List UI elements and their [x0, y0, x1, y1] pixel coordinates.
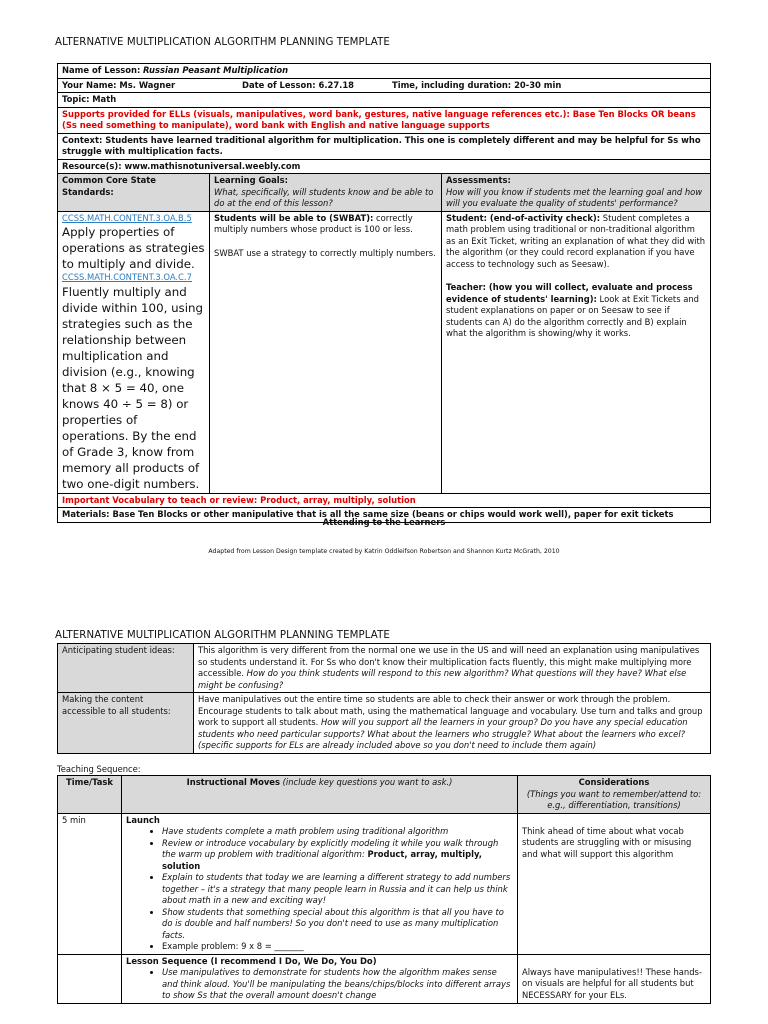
lesson-considerations: Always have manipulatives!! These hands-on visuals are helpful for all students but NECESSARY for your ELs.	[518, 954, 711, 1003]
standard-link-1[interactable]: CCSS.MATH.CONTENT.3.OA.B.5	[62, 212, 192, 223]
accessible-label: Making the content accessible to all students:	[58, 693, 194, 754]
standards-cell: CCSS.MATH.CONTENT.3.OA.B.5 Apply properties of operations as strategies to multiply and divide. CCSS.MATH.CONTENT.3.OA.C.7 Fluently multiply and divide within 100, using strategies such as the relationship between multiplication and division (e.g., knowing that 8 × 5 = 40, one knows 40 ÷ 5 = 8) or properties of operations. By the end of Grade 3, know from memory all products of two one-digit numbers.	[58, 211, 210, 493]
name-date-row: Your Name: Ms. Wagner Date of Lesson: 6.27.18 Time, including duration: 20-30 min	[58, 78, 711, 93]
adapted-note: Adapted from Lesson Design template created by Katrin Oddleifson Robertson and Shannon Kurtz McGrath, 2010	[208, 548, 560, 555]
attending-heading: Attending to the Learners	[322, 517, 446, 527]
standards-header: Common Core State Standards:	[58, 174, 210, 212]
document-title-2: ALTERNATIVE MULTIPLICATION ALGORITHM PLANNING TEMPLATE	[55, 630, 390, 641]
launch-considerations: Think ahead of time about what vocab students are struggling with or misusing and what will support this algorithm	[518, 813, 711, 954]
lesson-time	[58, 954, 122, 1003]
goals-header: Learning Goals: What, specifically, will students know and be able to do at the end of this lesson?	[210, 174, 442, 212]
context-cell: Context: Students have learned traditional algorithm for multiplication. This one is completely different and may be helpful for Ss who struggle with multiplication facts.	[58, 133, 711, 159]
time-task-header: Time/Task	[58, 776, 122, 814]
attending-table	[57, 643, 711, 754]
lesson-info-table	[57, 63, 711, 523]
lesson-name-cell: Name of Lesson: Russian Peasant Multiplication	[58, 64, 711, 79]
instructional-moves-header: Instructional Moves (include key questions you want to ask.)	[122, 776, 518, 814]
topic-cell: Topic: Math	[58, 93, 711, 108]
accessible-text: Have manipulatives out the entire time so students are able to check their answer or work through the problem. Encourage students to talk about math, using the mathematical language and vocabulary. Use turn and talks and group work to support all students. How will you support all the learners in your group? Do you have any special education students who need particular supports? What about the learners who struggle? What about the learners who excel? (specific supports for ELs are already included above so you don't need to include them again)	[194, 693, 711, 754]
materials-cell: Materials: Base Ten Blocks or other manipulative that is all the same size (beans or chips would work well), paper for exit tickets	[58, 508, 711, 523]
assessments-cell: Student: (end-of-activity check): Student completes a math problem using traditional or non-traditional algorithm as an Exit Ticket, writing an explanation of what they did with the algorithm (or they could record explanation if you have access to technology such as Seesaw). Teacher: (how you will collect, evaluate and process evidence of students' learning): Look at Exit Tickets and student explanations on paper or on Seesaw to see if students can A) do the algorithm correctly and B) explain what the algorithm is showing/why it works.	[442, 211, 711, 493]
resource-cell: Resource(s): www.mathisnotuniversal.weebly.com	[58, 159, 711, 174]
lesson-moves: Lesson Sequence (I recommend I Do, We Do, You Do) • Use manipulatives to demonstrate for students how the algorithm makes sense and think aloud. You'll be manipulating the beans/chips/blocks into different arrays to show Ss that the overall amount doesn't change	[122, 954, 518, 1003]
document-title: ALTERNATIVE MULTIPLICATION ALGORITHM PLANNING TEMPLATE	[55, 37, 390, 48]
considerations-header: Considerations (Things you want to remember/attend to: e.g., differentiation, transitions)	[518, 776, 711, 814]
anticipating-label: Anticipating student ideas:	[58, 644, 194, 693]
assessments-header: Assessments: How will you know if students met the learning goal and how will you evaluate the quality of students' performance?	[442, 174, 711, 212]
vocabulary-cell: Important Vocabulary to teach or review: Product, array, multiply, solution	[58, 493, 711, 508]
teaching-sequence-label: Teaching Sequence:	[57, 764, 141, 774]
supports-cell: Supports provided for ELLs (visuals, manipulatives, word bank, gestures, native language references etc.): Base Ten Blocks OR beans (Ss need something to manipulate), word bank with English and native language supports	[58, 107, 711, 133]
anticipating-text: This algorithm is very different from the normal one we use in the US and will need an explanation using manipulatives so students understand it. For Ss who don't know their multiplication facts fluently, this might make multiplying more accessible. How do you think students will respond to this new algorithm? What questions will they have? What else might be confusing?	[194, 644, 711, 693]
goals-cell: Students will be able to (SWBAT): correctly multiply numbers whose product is 100 or less. SWBAT use a strategy to correctly multiply numbers.	[210, 211, 442, 493]
launch-moves: Launch • Have students complete a math problem using traditional algorithm • Review or introduce vocabulary by explicitly modeling it while you walk through the warm up problem with traditional algorithm: Product, array, multiply, solution • Explain to students that today we are learning a different strategy to add numbers together – it's a strategy that many people learn in Russia and it can help us think about math in a new and exciting way! • Show students that something special about this algorithm is that all you have to do is double and half numbers! So you don't need to use as many multiplication facts. • Example problem: 9 x 8 = _______	[122, 813, 518, 954]
standard-link-2[interactable]: CCSS.MATH.CONTENT.3.OA.C.7	[62, 272, 192, 282]
launch-time: 5 min	[58, 813, 122, 954]
teaching-sequence-table	[57, 775, 711, 1004]
